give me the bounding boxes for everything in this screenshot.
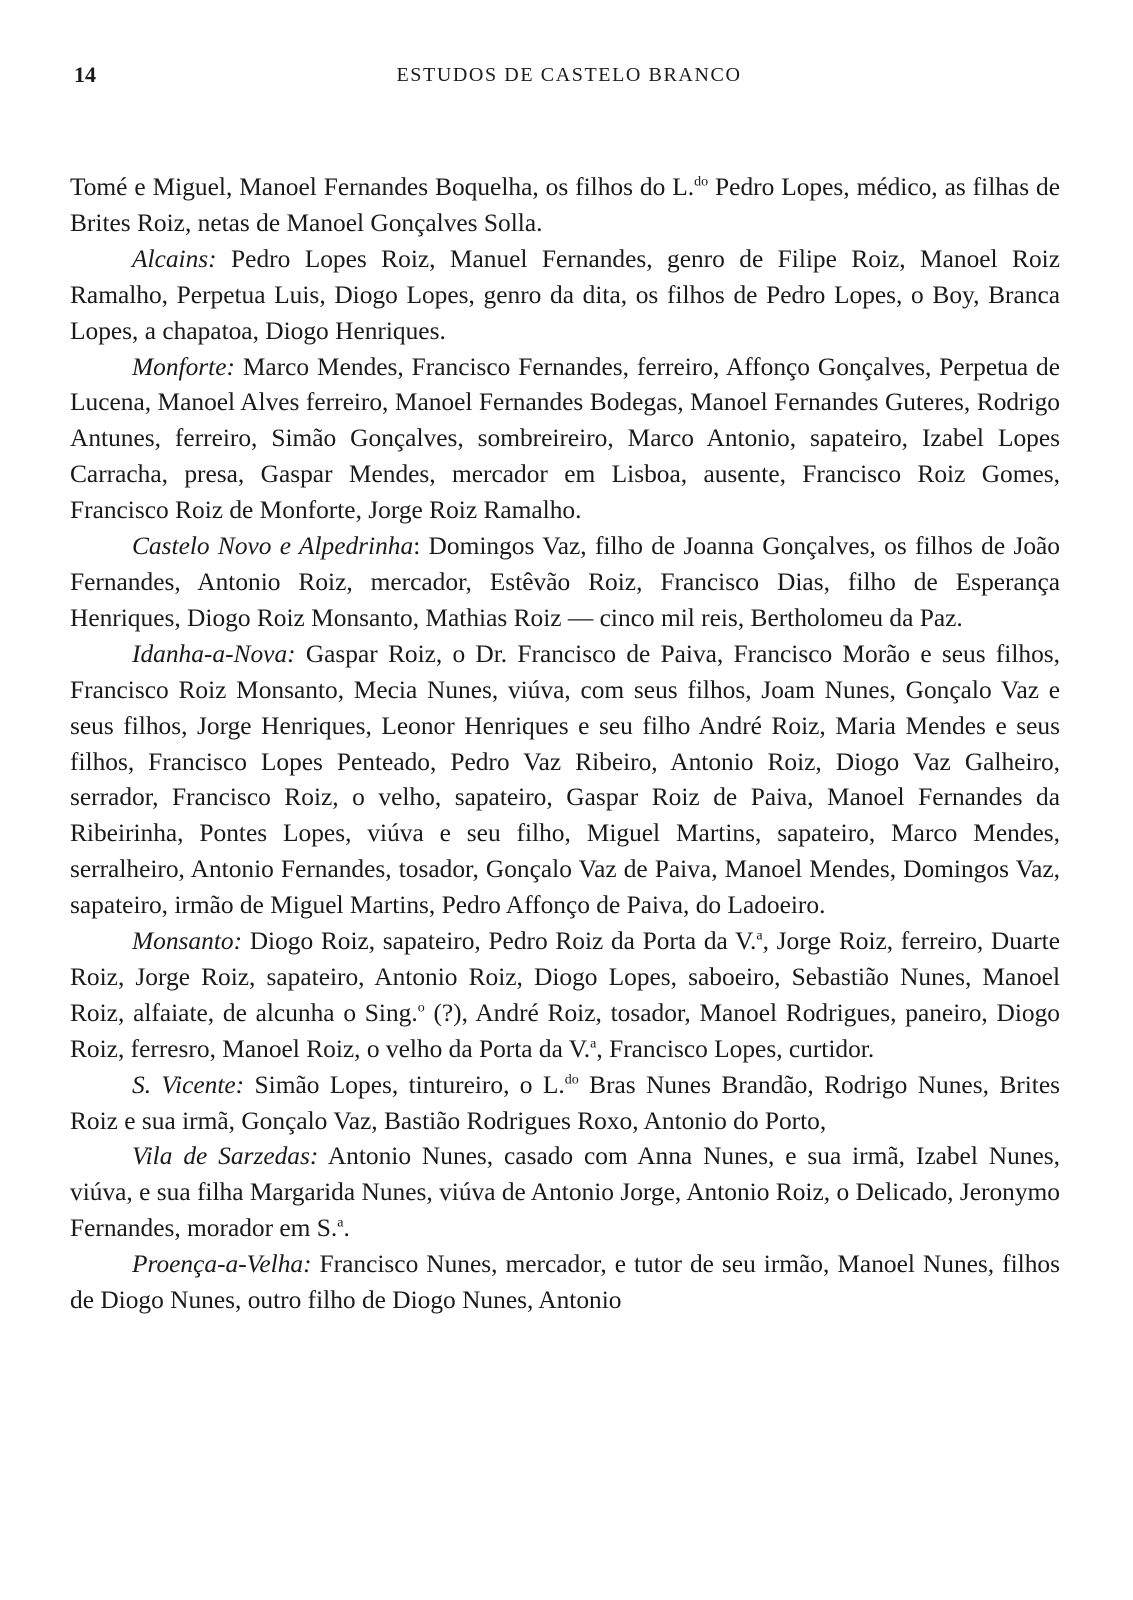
text-segment: Tomé e Miguel, Manoel Fernandes Boquelha, os filhos do L. xyxy=(70,173,695,201)
running-title: ESTUDOS DE CASTELO BRANCO xyxy=(396,64,742,86)
text-segment: Francisco Nunes, mercador, e tutor de seu irmão, Manoel Nunes, filhos de Diogo Nunes, outro filho de Diogo Nunes, Antonio xyxy=(70,1250,1060,1315)
page-number: 14 xyxy=(74,62,96,87)
place-name: Monforte: xyxy=(132,352,235,381)
paragraph xyxy=(70,1247,1060,1319)
text-segment: (?), André Roiz, tosador, Manoel Rodrigues, paneiro, Diogo Roiz, ferresro, Manoel Roiz, o velho da Porta da V. xyxy=(70,998,1060,1063)
place-name: Idanha-a-Nova: xyxy=(132,639,296,668)
paragraph xyxy=(70,1068,1060,1140)
text-segment: Simão Lopes, tintureiro, o L. xyxy=(244,1070,565,1099)
text-segment: . xyxy=(343,1214,350,1243)
text-segment: , Jorge Roiz, ferreiro, Duarte Roiz, Jorge Roiz, sapateiro, Antonio Roiz, Diogo Lopes, saboeiro, Sebastião Nunes, Manoel Roiz, alfaiate, de alcunha o Sing. xyxy=(70,927,1060,1027)
text-segment: Marco Mendes, Francisco Fernandes, ferreiro, Affonço Gonçalves, Perpetua de Lucena, Manoel Alves ferreiro, Manoel Fernandes Bodegas, Manoel Fernandes Guteres, Rodrigo Antunes, ferreiro, Simão Gonçalves, sombreireiro, Marco Antonio, sapateiro, Izabel Lopes Carracha, presa, Gaspar Mendes, mercador em Lisboa, ausente, Francisco Roiz Gomes, Francisco Roiz de Monforte, Jorge Roiz Ramalho. xyxy=(70,352,1060,525)
paragraph xyxy=(70,924,1060,1068)
superscript-abbrev: do xyxy=(564,1072,579,1088)
text-segment: , Francisco Lopes, curtidor. xyxy=(596,1034,875,1063)
place-name: S. Vicente: xyxy=(132,1070,245,1099)
place-name: Vila de Sarzedas: xyxy=(132,1142,319,1171)
text-segment: Gaspar Roiz, o Dr. Francisco de Paiva, Francisco Morão e seus filhos, Francisco Roiz Monsanto, Mecia Nunes, viúva, com seus filhos, Joam Nunes, Gonçalo Vaz e seus filhos, Jorge Henriques, Leonor Henriques e seu filho André Roiz, Maria Mendes e seus filhos, Francisco Lopes Penteado, Pedro Vaz Ribeiro, Antonio Roiz, Diogo Vaz Galheiro, serrador, Francisco Roiz, o velho, sapateiro, Gaspar Roiz de Paiva, Manoel Fernandes da Ribeirinha, Pontes Lopes, viúva e seu filho, Miguel Martins, sapateiro, Marco Mendes, serralheiro, Antonio Fernandes, tosador, Gonçalo Vaz de Paiva, Manoel Mendes, Domingos Vaz, sapateiro, irmão de Miguel Martins, Pedro Affonço de Paiva, do Ladoeiro. xyxy=(70,639,1060,920)
superscript-abbrev: a xyxy=(590,1036,597,1052)
paragraph xyxy=(70,637,1060,924)
superscript-abbrev: do xyxy=(694,174,709,190)
text-segment: Pedro Lopes Roiz, Manuel Fernandes, genro de Filipe Roiz, Manoel Roiz Ramalho, Perpetua Luis, Diogo Lopes, genro da dita, os filhos de Pedro Lopes, o Boy, Branca Lopes, a chapatoa, Diogo Henriques. xyxy=(70,244,1060,345)
superscript-abbrev: a xyxy=(756,928,763,944)
paragraph xyxy=(70,1139,1060,1247)
place-name: Proença-a-Velha: xyxy=(132,1250,312,1279)
text-segment: : Domingos Vaz, filho de Joanna Gonçalves, os filhos de João Fernandes, Antonio Roiz, mercador, Estêvão Roiz, Francisco Dias, filho de Esperança Henriques, Diogo Roiz Monsanto, Mathias Roiz — cinco mil reis, Bertholomeu da Paz. xyxy=(70,532,1061,632)
page-header xyxy=(74,62,1064,96)
text-segment: Pedro Lopes, médico, as filhas de Brites Roiz, netas de Manoel Gonçalves Solla. xyxy=(70,173,1060,237)
text-segment: Bras Nunes Brandão, Rodrigo Nunes, Brites Roiz e sua irmã, Gonçalo Vaz, Bastião Rodrigues Roxo, Antonio do Porto, xyxy=(70,1070,1060,1135)
paragraph xyxy=(70,170,1060,242)
superscript-abbrev: o xyxy=(417,1000,425,1016)
place-name: Castelo Novo e Alpedrinha xyxy=(132,532,414,561)
paragraph xyxy=(70,242,1060,350)
text-segment: Diogo Roiz, sapateiro, Pedro Roiz da Porta da V. xyxy=(242,927,757,956)
place-name: Monsanto: xyxy=(132,927,243,956)
place-name: Alcains: xyxy=(132,244,217,273)
paragraph xyxy=(70,529,1060,637)
paragraph xyxy=(70,350,1060,530)
text-segment: Antonio Nunes, casado com Anna Nunes, e sua irmã, Izabel Nunes, viúva, e sua filha Margarida Nunes, viúva de Antonio Jorge, Antonio Roiz, o Delicado, Jeronymo Fernandes, morador em S. xyxy=(70,1142,1060,1243)
superscript-abbrev: a xyxy=(337,1215,344,1231)
body-text xyxy=(70,170,1060,1319)
